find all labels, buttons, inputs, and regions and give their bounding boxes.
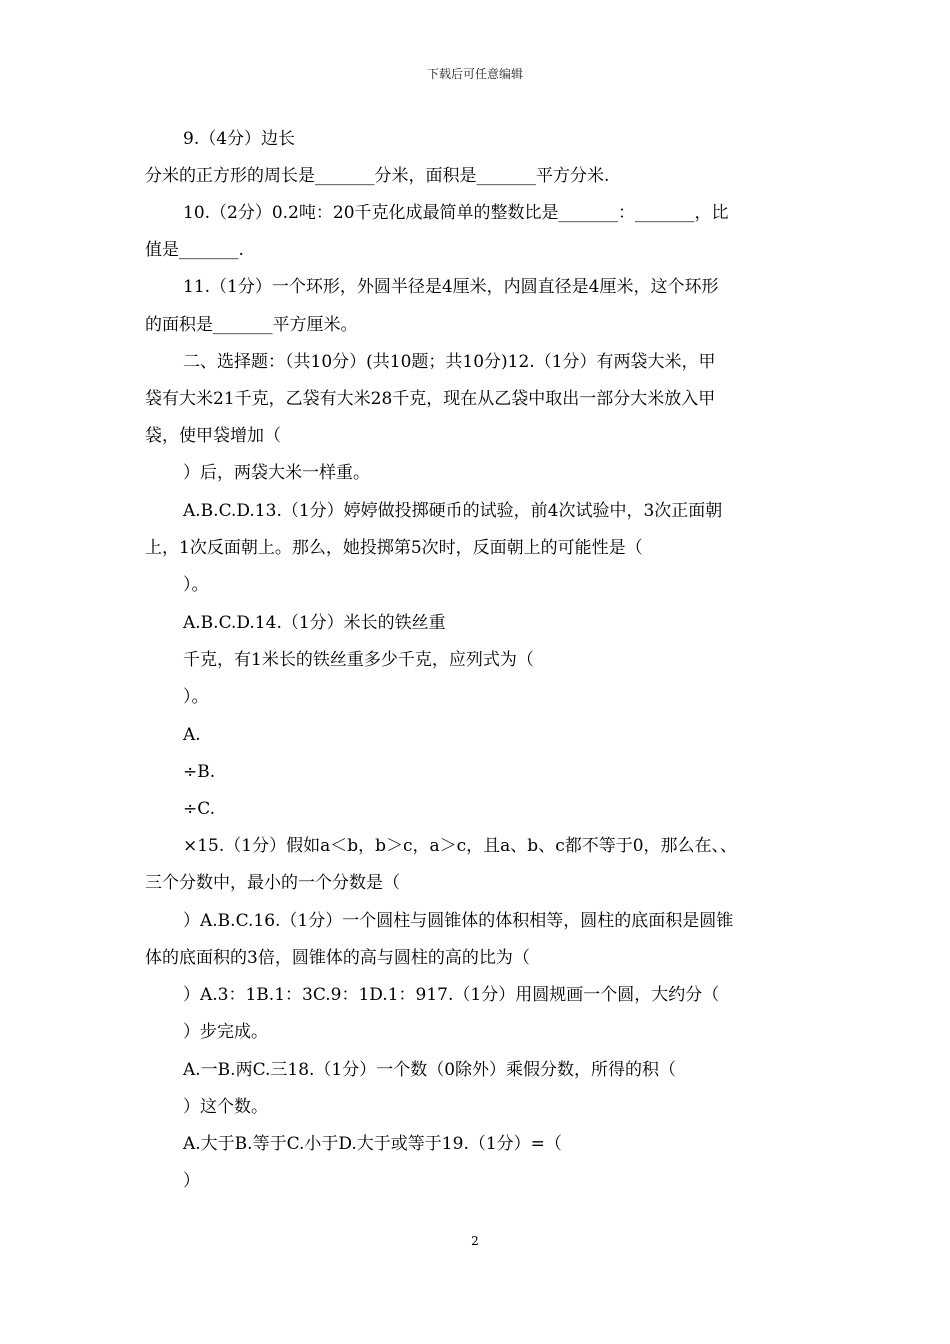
text-line: ）步完成。 <box>183 1022 268 1042</box>
text-line: A.B.C.D.14.（1分）米长的铁丝重 <box>183 613 446 633</box>
page-header: 下载后可任意编辑 <box>426 67 523 81</box>
text-line: A.B.C.D.13.（1分）婷婷做投掷硬币的试验，前4次试验中，3次正面朝 <box>183 501 723 521</box>
text-line: ）这个数。 <box>183 1097 268 1117</box>
text-line: 袋，使甲袋增加（ <box>145 426 281 446</box>
text-line: ÷B. <box>183 762 216 782</box>
text-line: ） <box>183 1171 200 1191</box>
text-line: 9.（4分）边长 <box>183 129 296 149</box>
text-line: ）A.B.C.16.（1分）一个圆柱与圆锥体的体积相等，圆柱的底面积是圆锥 <box>183 911 734 931</box>
text-line: ）。 <box>183 575 209 595</box>
text-line: 千克，有1米长的铁丝重多少千克，应列式为（ <box>183 650 534 670</box>
text-line: ×15.（1分）假如a＜b，b＞c，a＞c，且a、b、c都不等于0，那么在、、 <box>183 836 738 856</box>
text-line: 上，1次反面朝上。那么，她投掷第5次时，反面朝上的可能性是（ <box>145 538 643 558</box>
text-line: ÷C. <box>183 799 216 819</box>
text-line: A.大于B.等于C.小于D.大于或等于19.（1分）=（ <box>183 1134 562 1154</box>
text-line: 的面积是_______平方厘米。 <box>145 315 358 335</box>
text-line: 值是_______. <box>145 240 244 260</box>
text-line: A.一B.两C.三18.（1分）一个数（0除外）乘假分数，所得的积（ <box>183 1060 677 1080</box>
text-line: 体的底面积的3倍，圆锥体的高与圆柱的高的比为（ <box>145 948 530 968</box>
text-line: 11.（1分）一个环形，外圆半径是4厘米，内圆直径是4厘米，这个环形 <box>183 277 719 297</box>
text-line: ）。 <box>183 687 209 707</box>
text-line: 三个分数中，最小的一个分数是（ <box>145 873 400 893</box>
text-line: 袋有大米21千克，乙袋有大米28千克，现在从乙袋中取出一部分大米放入甲 <box>145 389 716 409</box>
text-line: ）A.3：1B.1：3C.9：1D.1：917.（1分）用圆规画一个圆，大约分（ <box>183 985 720 1005</box>
text-line: A. <box>183 725 201 745</box>
text-line: 二、选择题：（共10分）(共10题；共10分)12.（1分）有两袋大米，甲 <box>183 352 716 372</box>
text-line: ）后，两袋大米一样重。 <box>183 463 370 483</box>
text-line: 10.（2分）0.2吨：20千克化成最简单的整数比是_______：_______，比 <box>183 203 729 223</box>
text-line: 分米的正方形的周长是_______分米，面积是_______平方分米. <box>145 166 610 186</box>
page-number: 2 <box>471 1234 479 1248</box>
